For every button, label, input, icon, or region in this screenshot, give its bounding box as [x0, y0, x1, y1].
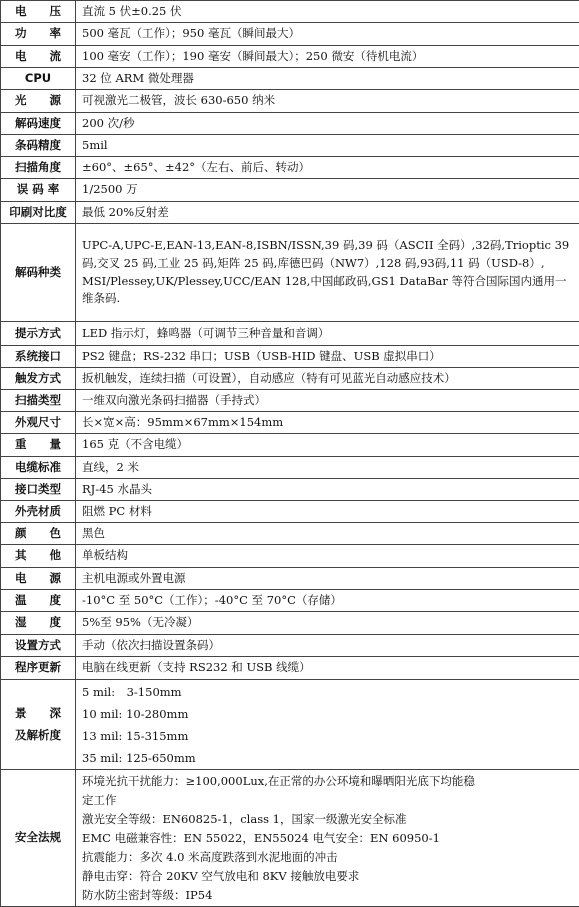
- safety-line-6: 静电击穿：符合 20KV 空气放电和 8KV 接触放电要求: [82, 867, 575, 886]
- value-decode-speed: 200 次/秒: [76, 113, 579, 135]
- value-system-interface: PS2 键盘；RS-232 串口；USB（USB-HID 键盘、USB 虚拟串口）: [76, 346, 579, 368]
- label-light-source: 光 源: [1, 90, 76, 113]
- row-voltage: [1, 1, 579, 23]
- row-weight: [1, 434, 579, 457]
- row-housing-material: [1, 501, 579, 523]
- row-cpu: [1, 68, 579, 90]
- label-setup-method: 设置方式: [1, 635, 76, 657]
- row-other: [1, 545, 579, 568]
- value-safety: [76, 770, 579, 907]
- label-power-supply: 电 源: [1, 568, 76, 590]
- value-color: 黑色: [76, 523, 579, 545]
- label-system-interface: 系统接口: [1, 346, 76, 368]
- label-trigger-mode: 触发方式: [1, 368, 76, 390]
- value-cable-standard: 直线，2 米: [76, 457, 579, 479]
- label-voltage: 电 压: [1, 1, 76, 23]
- value-setup-method: 手动（依次扫描设置条码）: [76, 635, 579, 657]
- label-indication: 提示方式: [1, 322, 76, 346]
- value-power: 500 毫瓦（工作）；950 毫瓦（瞬间最大）: [76, 23, 579, 46]
- row-power: [1, 23, 579, 46]
- label-dimensions: 外观尺寸: [1, 412, 76, 434]
- safety-line-1: 环境光抗干扰能力：≥100,000Lux,在正常的办公环境和曝晒阳光底下均能稳: [82, 772, 575, 791]
- row-power-supply: [1, 568, 579, 590]
- label-humidity: 湿 度: [1, 612, 76, 635]
- label-connector-type: 接口类型: [1, 479, 76, 501]
- depth-value-10mil: 10 mil: 10-280mm: [82, 703, 575, 725]
- row-decode-types: [1, 224, 579, 322]
- value-scan-type: 一维双向激光条码扫描器（手持式）: [76, 390, 579, 412]
- label-temperature: 温 度: [1, 590, 76, 612]
- label-housing-material: 外壳材质: [1, 501, 76, 523]
- value-other: 单板结构: [76, 545, 579, 568]
- value-temperature: -10°C 至 50°C（工作）；-40°C 至 70°C（存储）: [76, 590, 579, 612]
- label-barcode-precision: 条码精度: [1, 135, 76, 157]
- value-voltage: 直流 5 伏±0.25 伏: [76, 1, 579, 23]
- label-cpu: CPU: [1, 68, 76, 90]
- row-connector-type: [1, 479, 579, 501]
- value-decode-types: UPC-A,UPC-E,EAN-13,EAN-8,ISBN/ISSN,39 码,39 码（ASCII 全码）,32码,Trioptic 39 码,交叉 25 码,工业 25 码,矩阵 25 码,库德巴码（NW7）,128 码,93码,11 码（USD-8）, MSI/Plessey,UK/Plessey,UCC/EAN 128,中国邮政码,GS1 DataBar 等符合国际国内通用一维条码.: [76, 224, 579, 322]
- value-trigger-mode: 扳机触发，连续扫描（可设置），自动感应（特有可见蓝光自动感应技术）: [76, 368, 579, 390]
- value-connector-type: RJ-45 水晶头: [76, 479, 579, 501]
- safety-line-7: 防水防尘密封等级：IP54: [82, 886, 575, 905]
- value-barcode-precision: 5mil: [76, 135, 579, 157]
- label-other: 其 他: [1, 545, 76, 568]
- row-barcode-precision: [1, 135, 579, 157]
- value-light-source: 可视激光二极管，波长 630-650 纳米: [76, 90, 579, 113]
- label-depth-line-1: 景 深: [3, 707, 73, 721]
- label-print-contrast: 印刷对比度: [1, 202, 76, 224]
- safety-line-4: EMC 电磁兼容性：EN 55022，EN55024 电气安全：EN 60950-1: [82, 829, 575, 848]
- row-system-interface: [1, 346, 579, 368]
- value-print-contrast: 最低 20%反射差: [76, 202, 579, 224]
- row-firmware-update: [1, 657, 579, 680]
- label-safety: 安全法规: [1, 770, 76, 907]
- label-error-rate: 误 码 率: [1, 179, 76, 202]
- row-print-contrast: [1, 202, 579, 224]
- row-light-source: [1, 90, 579, 113]
- value-weight: 165 克（不含电缆）: [76, 434, 579, 457]
- row-error-rate: [1, 179, 579, 202]
- label-current: 电 流: [1, 46, 76, 68]
- row-color: [1, 523, 579, 545]
- row-scan-angle: [1, 157, 579, 179]
- value-housing-material: 阻燃 PC 材料: [76, 501, 579, 523]
- row-setup-method: [1, 635, 579, 657]
- label-depth-line-2: 及解析度: [3, 729, 73, 743]
- label-decode-types: 解码种类: [1, 224, 76, 322]
- row-indication: [1, 322, 579, 346]
- label-power: 功 率: [1, 23, 76, 46]
- value-dimensions: 长×宽×高：95mm×67mm×154mm: [76, 412, 579, 434]
- row-trigger-mode: [1, 368, 579, 390]
- value-depth-resolution: [76, 680, 579, 770]
- value-firmware-update: 电脑在线更新（支持 RS232 和 USB 线缆）: [76, 657, 579, 680]
- depth-value-35mil: 35 mil: 125-650mm: [82, 747, 575, 769]
- label-weight: 重 量: [1, 434, 76, 457]
- value-indication: LED 指示灯，蜂鸣器（可调节三种音量和音调）: [76, 322, 579, 346]
- value-current: 100 毫安（工作）；190 毫安（瞬间最大）；250 微安（待机电流）: [76, 46, 579, 68]
- row-scan-type: [1, 390, 579, 412]
- label-color: 颜 色: [1, 523, 76, 545]
- label-decode-speed: 解码速度: [1, 113, 76, 135]
- row-current: [1, 46, 579, 68]
- value-scan-angle: ±60°、±65°、±42°（左右、前后、转动）: [76, 157, 579, 179]
- value-error-rate: 1/2500 万: [76, 179, 579, 202]
- value-humidity: 5%至 95%（无冷凝）: [76, 612, 579, 635]
- row-decode-speed: [1, 113, 579, 135]
- row-depth-resolution: [1, 680, 579, 770]
- row-cable-standard: [1, 457, 579, 479]
- safety-line-5: 抗震能力：多次 4.0 米高度跌落到水泥地面的冲击: [82, 848, 575, 867]
- row-dimensions: [1, 412, 579, 434]
- row-safety: [1, 770, 579, 907]
- value-cpu: 32 位 ARM 微处理器: [76, 68, 579, 90]
- value-power-supply: 主机电源或外置电源: [76, 568, 579, 590]
- safety-line-2: 定工作: [82, 791, 575, 810]
- safety-line-3: 激光安全等级：EN60825-1，class 1，国家一级激光安全标准: [82, 810, 575, 829]
- label-cable-standard: 电缆标准: [1, 457, 76, 479]
- label-firmware-update: 程序更新: [1, 657, 76, 680]
- label-depth-resolution: [1, 680, 76, 770]
- label-scan-angle: 扫描角度: [1, 157, 76, 179]
- row-humidity: [1, 612, 579, 635]
- depth-value-13mil: 13 mil: 15-315mm: [82, 725, 575, 747]
- label-scan-type: 扫描类型: [1, 390, 76, 412]
- row-temperature: [1, 590, 579, 612]
- depth-value-5mil: 5 mil: 3-150mm: [82, 681, 575, 703]
